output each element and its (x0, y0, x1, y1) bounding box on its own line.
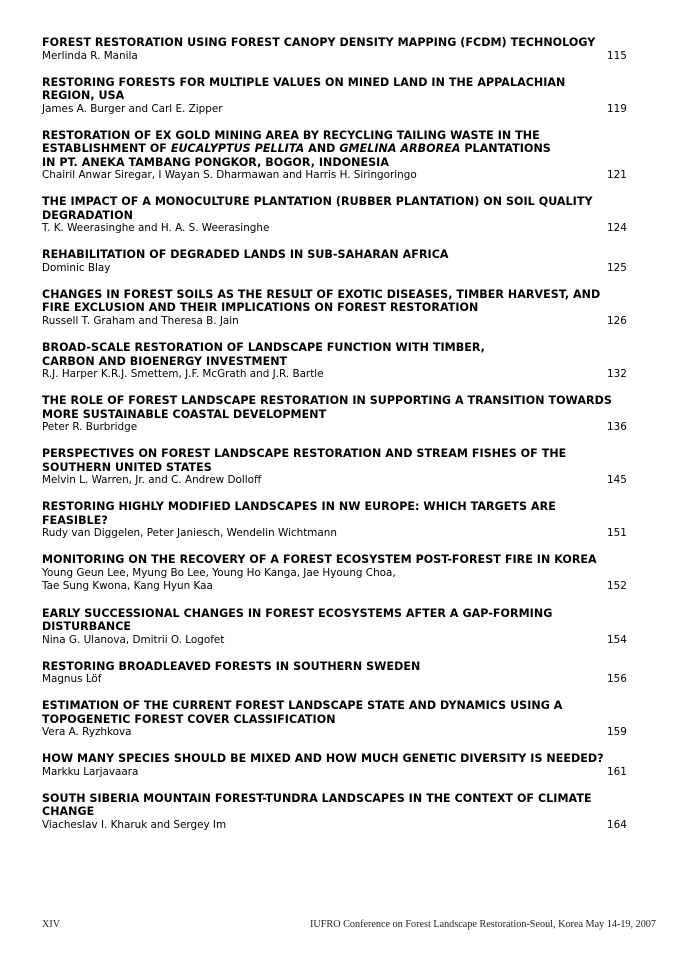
entry-author-row (42, 819, 642, 833)
entry-authors: Tae Sung Kwona, Kang Hyun Kaa (42, 580, 213, 593)
entry-page-number: 159 (607, 726, 627, 739)
entry-title-line: SOUTH SIBERIA MOUNTAIN FOREST-TUNDRA LANDSCAPES IN THE CONTEXT OF CLIMATE (42, 791, 592, 805)
entry-title (42, 248, 642, 262)
entry-title-line: SOUTHERN UNITED STATES (42, 460, 212, 474)
entry-authors: Magnus Löf (42, 673, 102, 686)
entry-title (42, 129, 642, 170)
entry-title-line: TOPOGENETIC FOREST COVER CLASSIFICATION (42, 712, 336, 726)
footer-conference: IUFRO Conference on Forest Landscape Restoration-Seoul, Korea May 14-19, 2007 (309, 919, 656, 930)
entry-title (42, 447, 642, 474)
toc-entry (42, 752, 642, 779)
entry-author-row (42, 103, 642, 117)
entry-author-row (42, 580, 642, 594)
entry-page-number: 151 (607, 527, 627, 540)
entry-author-row (42, 222, 642, 236)
entry-page-number: 119 (607, 102, 627, 115)
entry-authors: Viacheslav I. Kharuk and Sergey Im (42, 818, 227, 831)
entry-page-number: 115 (607, 49, 627, 62)
entry-title (42, 500, 642, 527)
entry-title-line: CHANGE (42, 805, 95, 819)
entry-author-row (42, 634, 642, 648)
entry-author-row (42, 262, 642, 276)
entry-title-line: RESTORATION OF EX GOLD MINING AREA BY RECYCLING TAILING WASTE IN THE (42, 128, 540, 142)
entry-authors: Merlinda R. Manila (42, 49, 138, 62)
entry-title-line: MONITORING ON THE RECOVERY OF A FOREST ECOSYSTEM POST-FOREST FIRE IN KOREA (42, 553, 597, 567)
entry-author-row (42, 169, 642, 183)
entry-title-line: FOREST RESTORATION USING FOREST CANOPY DENSITY MAPPING (FCDM) TECHNOLOGY (42, 36, 596, 49)
entry-title (42, 792, 642, 819)
entry-authors: Russell T. Graham and Theresa B. Jain (42, 314, 239, 327)
toc-entry (42, 248, 642, 275)
entry-title (42, 195, 642, 222)
entry-page-number: 136 (607, 421, 627, 434)
entry-authors: Melvin L. Warren, Jr. and C. Andrew Dolloff (42, 474, 262, 487)
entry-page-number: 124 (607, 222, 627, 235)
toc-entries (42, 36, 642, 845)
entry-title-line: PERSPECTIVES ON FOREST LANDSCAPE RESTORATION AND STREAM FISHES OF THE (42, 447, 567, 461)
toc-entry (42, 341, 642, 382)
entry-title-line: RESTORING BROADLEAVED FORESTS IN SOUTHERN SWEDEN (42, 659, 421, 673)
entry-authors: Nina G. Ulanova, Dmitrii O. Logofet (42, 633, 225, 646)
entry-title-line: IN PT. ANEKA TAMBANG PONGKOR, BOGOR, INDONESIA (42, 155, 389, 169)
entry-page-number: 132 (607, 368, 627, 381)
entry-author-row (42, 673, 642, 687)
entry-author-row (42, 315, 642, 329)
entry-title-line: DEGRADATION (42, 208, 133, 222)
toc-entry (42, 553, 642, 594)
entry-title (42, 660, 642, 674)
entry-authors: Chairil Anwar Siregar, I Wayan S. Dharmawan and Harris H. Siringoringo (42, 169, 417, 182)
entry-title (42, 699, 642, 726)
entry-title-line: MORE SUSTAINABLE COASTAL DEVELOPMENT (42, 407, 327, 421)
entry-page-number: 125 (607, 261, 627, 274)
toc-entry (42, 76, 642, 117)
entry-authors: Dominic Blay (42, 261, 111, 274)
entry-authors: R.J. Harper K.R.J. Smettem, J.F. McGrath and J.R. Bartle (42, 368, 324, 381)
entry-page-number: 156 (607, 673, 627, 686)
entry-title-line: REGION, USA (42, 89, 125, 103)
entry-title-line: EARLY SUCCESSIONAL CHANGES IN FOREST ECOSYSTEMS AFTER A GAP-FORMING (42, 606, 553, 620)
entry-title-line: HOW MANY SPECIES SHOULD BE MIXED AND HOW MUCH GENETIC DIVERSITY IS NEEDED? (42, 752, 604, 766)
toc-entry (42, 792, 642, 833)
entry-title-line: RESTORING FORESTS FOR MULTIPLE VALUES ON MINED LAND IN THE APPALACHIAN (42, 75, 566, 89)
entry-title (42, 341, 642, 368)
entry-page-number: 126 (607, 314, 627, 327)
entry-author-row (42, 368, 642, 382)
entry-authors: T. K. Weerasinghe and H. A. S. Weerasinghe (42, 222, 270, 235)
entry-title-line: THE ROLE OF FOREST LANDSCAPE RESTORATION IN SUPPORTING A TRANSITION TOWARDS (42, 394, 612, 408)
entry-author-row (42, 527, 642, 541)
footer-page-label: XIV (42, 919, 61, 930)
toc-entry (42, 699, 642, 740)
entry-title (42, 607, 642, 634)
entry-authors: Peter R. Burbridge (42, 421, 138, 434)
entry-author-row (42, 421, 642, 435)
entry-author-row (42, 567, 642, 581)
entry-authors: Young Geun Lee, Myung Bo Lee, Young Ho Kanga, Jae Hyoung Choa, (42, 566, 396, 579)
entry-title-line: RESTORING HIGHLY MODIFIED LANDSCAPES IN NW EUROPE: WHICH TARGETS ARE (42, 500, 556, 514)
entry-title-line: ESTIMATION OF THE CURRENT FOREST LANDSCAPE STATE AND DYNAMICS USING A (42, 699, 563, 713)
entry-title-line: CARBON AND BIOENERGY INVESTMENT (42, 354, 288, 368)
entry-title (42, 288, 642, 315)
entry-page-number: 145 (607, 474, 627, 487)
toc-entry (42, 447, 642, 488)
entry-author-row (42, 474, 642, 488)
toc-entry (42, 129, 642, 183)
entry-title (42, 394, 642, 421)
entry-page-number: 154 (607, 633, 627, 646)
entry-title-line: ESTABLISHMENT OF EUCALYPTUS PELLITA AND GMELINA ARBOREA PLANTATIONS (42, 142, 551, 156)
entry-title-line: FEASIBLE? (42, 513, 108, 527)
entry-authors: Markku Larjavaara (42, 765, 139, 778)
entry-author-row (42, 766, 642, 780)
entry-title (42, 76, 642, 103)
entry-title-line: BROAD-SCALE RESTORATION OF LANDSCAPE FUNCTION WITH TIMBER, (42, 341, 485, 355)
toc-entry (42, 660, 642, 687)
entry-title-line: CHANGES IN FOREST SOILS AS THE RESULT OF EXOTIC DISEASES, TIMBER HARVEST, AND (42, 287, 601, 301)
entry-authors: Vera A. Ryzhkova (42, 726, 132, 739)
entry-title (42, 36, 642, 50)
entry-title-line: DISTURBANCE (42, 620, 132, 634)
entry-author-row (42, 726, 642, 740)
entry-page-number: 121 (607, 169, 627, 182)
toc-entry (42, 195, 642, 236)
entry-page-number: 152 (607, 580, 627, 593)
entry-author-row (42, 50, 642, 64)
toc-entry (42, 394, 642, 435)
entry-title-line: THE IMPACT OF A MONOCULTURE PLANTATION (RUBBER PLANTATION) ON SOIL QUALITY (42, 195, 593, 209)
toc-entry (42, 500, 642, 541)
toc-entry (42, 36, 642, 63)
entry-authors: Rudy van Diggelen, Peter Janiesch, Wendelin Wichtmann (42, 527, 337, 540)
entry-title-line: FIRE EXCLUSION AND THEIR IMPLICATIONS ON FOREST RESTORATION (42, 301, 479, 315)
entry-title-line: REHABILITATION OF DEGRADED LANDS IN SUB-SAHARAN AFRICA (42, 248, 449, 262)
entry-authors: James A. Burger and Carl E. Zipper (42, 102, 223, 115)
entry-page-number: 161 (607, 765, 627, 778)
toc-entry (42, 288, 642, 329)
entry-title (42, 553, 642, 567)
entry-page-number: 164 (607, 818, 627, 831)
entry-title (42, 752, 642, 766)
toc-entry (42, 607, 642, 648)
